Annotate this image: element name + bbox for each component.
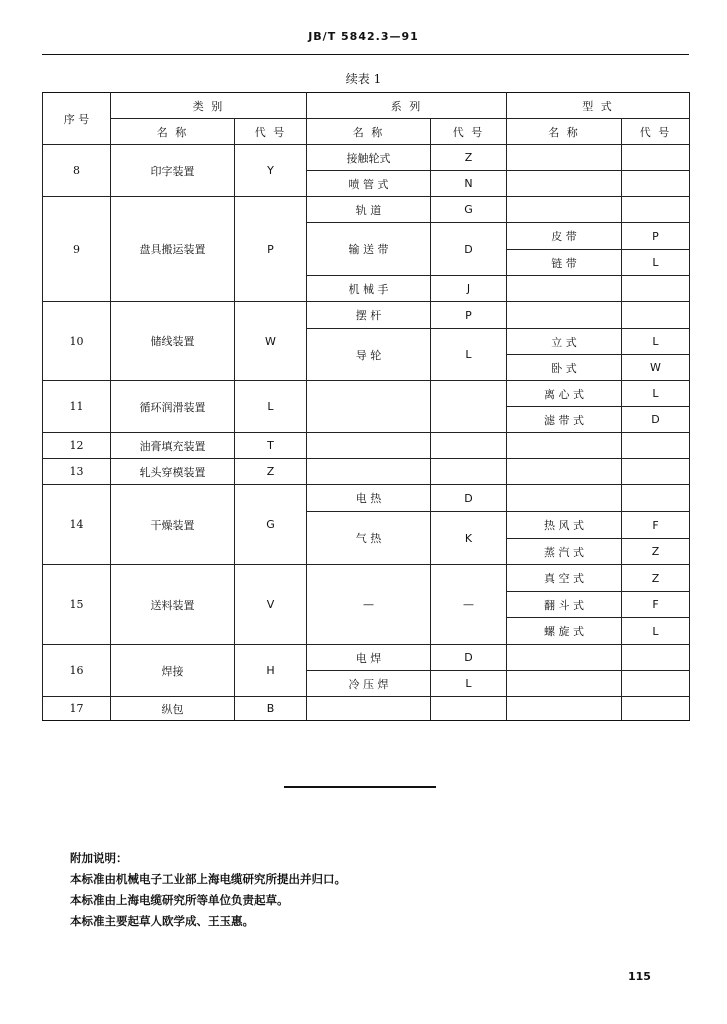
type-name-cell (507, 645, 622, 671)
category-code-cell: W (235, 302, 307, 381)
header-type: 型 式 (507, 93, 690, 119)
series-code-cell (431, 459, 507, 485)
series-name-cell: 电 焊 (307, 645, 431, 671)
category-name-cell: 焊接 (111, 645, 235, 697)
end-rule (284, 786, 436, 788)
header-seq: 序 号 (43, 93, 111, 145)
type-name-cell (507, 671, 622, 697)
series-name-cell: 输 送 带 (307, 223, 431, 276)
series-name-cell (307, 459, 431, 485)
type-code-cell (622, 197, 690, 223)
category-code-cell: L (235, 381, 307, 433)
header-category: 类 别 (111, 93, 307, 119)
type-code-cell (622, 302, 690, 329)
type-code-cell: Z (622, 565, 690, 592)
header-series: 系 列 (307, 93, 507, 119)
table-row (43, 381, 690, 407)
type-name-cell: 真 空 式 (507, 565, 622, 592)
category-name-cell: 储线装置 (111, 302, 235, 381)
table-row (43, 697, 690, 721)
seq-cell: 10 (43, 302, 111, 381)
type-code-cell (622, 433, 690, 459)
series-name-cell: 导 轮 (307, 329, 431, 381)
type-name-cell: 立 式 (507, 329, 622, 355)
seq-cell: 8 (43, 145, 111, 197)
category-code-cell: P (235, 197, 307, 302)
series-name-cell: 冷 压 焊 (307, 671, 431, 697)
series-code-cell: N (431, 171, 507, 197)
series-name-cell: 电 热 (307, 485, 431, 512)
type-name-cell (507, 145, 622, 171)
series-name-cell: 机 械 手 (307, 276, 431, 302)
notes-title: 附加说明： (70, 851, 128, 865)
table-row (43, 433, 690, 459)
category-name-cell: 送料装置 (111, 565, 235, 645)
type-name-cell (507, 276, 622, 302)
notes-line: 本标准由上海电缆研究所等单位负责起草。 (70, 893, 289, 907)
additional-notes (70, 848, 346, 932)
subheader-code: 代 号 (235, 119, 307, 145)
top-rule (42, 54, 689, 55)
table-row (43, 197, 690, 223)
type-code-cell: P (622, 223, 690, 250)
type-name-cell: 皮 带 (507, 223, 622, 250)
table-row (43, 459, 690, 485)
type-name-cell: 热 风 式 (507, 512, 622, 539)
category-code-cell: V (235, 565, 307, 645)
subheader-code: 代 号 (622, 119, 690, 145)
type-code-cell: W (622, 355, 690, 381)
type-code-cell (622, 485, 690, 512)
type-code-cell: L (622, 329, 690, 355)
table-subheader-row (43, 119, 690, 145)
subheader-name: 名 称 (307, 119, 431, 145)
table-row (43, 645, 690, 671)
series-code-cell: G (431, 197, 507, 223)
type-name-cell: 离 心 式 (507, 381, 622, 407)
series-name-cell: 接触轮式 (307, 145, 431, 171)
category-code-cell: Y (235, 145, 307, 197)
type-name-cell (507, 197, 622, 223)
type-code-cell (622, 645, 690, 671)
seq-cell: 15 (43, 565, 111, 645)
type-code-cell (622, 697, 690, 721)
type-code-cell (622, 145, 690, 171)
series-name-cell (307, 697, 431, 721)
category-name-cell: 干燥装置 (111, 485, 235, 565)
table-row (43, 485, 690, 512)
category-name-cell: 纵包 (111, 697, 235, 721)
type-code-cell: F (622, 512, 690, 539)
series-code-cell (431, 697, 507, 721)
notes-line: 本标准主要起草人欧学成、王玉惠。 (70, 914, 254, 928)
type-name-cell (507, 459, 622, 485)
series-code-cell (431, 381, 507, 433)
type-code-cell: L (622, 250, 690, 276)
category-name-cell: 印字装置 (111, 145, 235, 197)
type-code-cell: Z (622, 539, 690, 565)
table-row (43, 302, 690, 329)
classification-table (42, 92, 690, 721)
seq-cell: 13 (43, 459, 111, 485)
document-code: JB/T 5842.3—91 (308, 30, 419, 43)
series-code-cell: Z (431, 145, 507, 171)
notes-line: 本标准由机械电子工业部上海电缆研究所提出并归口。 (70, 872, 346, 886)
seq-cell: 12 (43, 433, 111, 459)
seq-cell: 9 (43, 197, 111, 302)
seq-cell: 17 (43, 697, 111, 721)
type-name-cell (507, 433, 622, 459)
series-name-cell: 喷 管 式 (307, 171, 431, 197)
type-name-cell: 卧 式 (507, 355, 622, 381)
series-code-cell: J (431, 276, 507, 302)
series-code-cell: L (431, 329, 507, 381)
series-name-cell: 轨 道 (307, 197, 431, 223)
type-code-cell: L (622, 381, 690, 407)
table-row (43, 145, 690, 171)
table-row (43, 565, 690, 592)
type-name-cell: 链 带 (507, 250, 622, 276)
subheader-name: 名 称 (111, 119, 235, 145)
type-name-cell (507, 302, 622, 329)
series-code-cell (431, 433, 507, 459)
type-name-cell: 滤 带 式 (507, 407, 622, 433)
series-code-cell: P (431, 302, 507, 329)
type-code-cell (622, 276, 690, 302)
type-code-cell: L (622, 618, 690, 645)
type-code-cell: F (622, 592, 690, 618)
series-name-cell: 气 热 (307, 512, 431, 565)
type-name-cell (507, 171, 622, 197)
series-code-cell: D (431, 223, 507, 276)
page-number: 115 (628, 970, 651, 983)
series-name-cell: 摆 杆 (307, 302, 431, 329)
table-caption: 续表 1 (345, 72, 382, 86)
series-name-cell: — (307, 565, 431, 645)
type-name-cell (507, 697, 622, 721)
series-code-cell: K (431, 512, 507, 565)
category-code-cell: H (235, 645, 307, 697)
type-name-cell: 螺 旋 式 (507, 618, 622, 645)
type-code-cell (622, 171, 690, 197)
series-code-cell: L (431, 671, 507, 697)
category-name-cell: 盘具搬运装置 (111, 197, 235, 302)
category-code-cell: G (235, 485, 307, 565)
series-code-cell: — (431, 565, 507, 645)
subheader-code: 代 号 (431, 119, 507, 145)
table-header-row (43, 93, 690, 119)
category-name-cell: 轧头穿模装置 (111, 459, 235, 485)
series-name-cell (307, 381, 431, 433)
type-code-cell: D (622, 407, 690, 433)
subheader-name: 名 称 (507, 119, 622, 145)
category-code-cell: B (235, 697, 307, 721)
series-name-cell (307, 433, 431, 459)
type-name-cell (507, 485, 622, 512)
type-code-cell (622, 459, 690, 485)
category-code-cell: T (235, 433, 307, 459)
seq-cell: 11 (43, 381, 111, 433)
series-code-cell: D (431, 645, 507, 671)
category-name-cell: 循环润滑装置 (111, 381, 235, 433)
type-name-cell: 蒸 汽 式 (507, 539, 622, 565)
series-code-cell: D (431, 485, 507, 512)
category-code-cell: Z (235, 459, 307, 485)
seq-cell: 14 (43, 485, 111, 565)
category-name-cell: 油膏填充装置 (111, 433, 235, 459)
type-name-cell: 翻 斗 式 (507, 592, 622, 618)
type-code-cell (622, 671, 690, 697)
seq-cell: 16 (43, 645, 111, 697)
